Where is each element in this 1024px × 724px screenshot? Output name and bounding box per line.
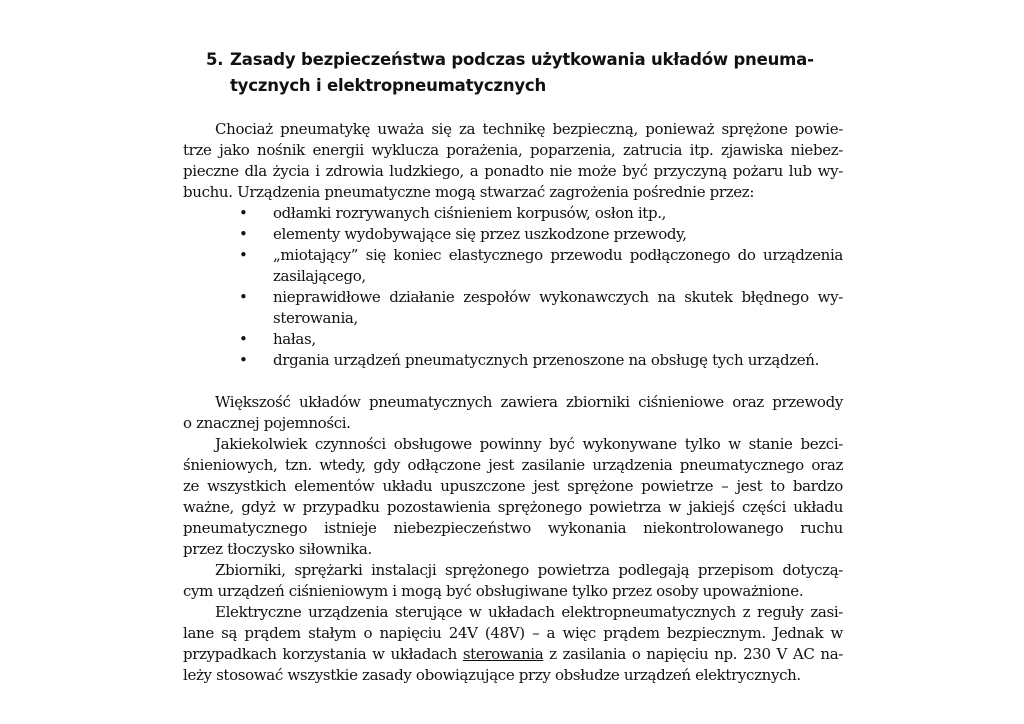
text-line: lane są prądem stałym o napięciu 24V (48V) – a więc prądem bezpiecznym. Jednak w bbox=[183, 624, 843, 642]
bullet-icon: • bbox=[239, 288, 248, 306]
text-segment: z zasilania o napięciu np. 230 V AC na- bbox=[543, 645, 844, 663]
underlined-word: sterowania bbox=[462, 645, 544, 663]
list-item-text: drgania urządzeń pneumatycznych przenoszone na obsługę tych urządzeń. bbox=[273, 351, 820, 369]
text-line: Większość układów pneumatycznych zawiera zbiorniki ciśnieniowe oraz przewody bbox=[215, 393, 843, 411]
text-line bbox=[183, 644, 843, 665]
section-number: 5. bbox=[206, 50, 224, 69]
bullet-icon: • bbox=[239, 330, 248, 348]
list-item bbox=[183, 224, 843, 245]
text-line: buchu. Urządzenia pneumatyczne mogą stwarzać zagrożenia pośrednie przez: bbox=[183, 183, 755, 201]
text-line: Zbiorniki, sprężarki instalacji sprężonego powietrza podlegają przepisom dotyczą- bbox=[215, 561, 843, 579]
list-item-text: hałas, bbox=[273, 330, 316, 348]
document-body bbox=[183, 119, 843, 686]
list-item-text: odłamki rozrywanych ciśnieniem korpusów, osłon itp., bbox=[273, 204, 667, 222]
list-item-continuation: sterowania, bbox=[273, 309, 358, 327]
hazard-list bbox=[183, 203, 843, 371]
bullet-icon: • bbox=[239, 246, 248, 264]
list-item bbox=[183, 350, 843, 371]
text-line: Elektryczne urządzenia sterujące w układach elektropneumatycznych z reguły zasi- bbox=[215, 603, 843, 621]
paragraph-2 bbox=[183, 392, 843, 434]
heading-text-1: Zasady bezpieczeństwa podczas użytkowania układów pneuma- bbox=[230, 50, 814, 69]
paragraph-3 bbox=[183, 434, 843, 560]
bullet-icon: • bbox=[239, 225, 248, 243]
paragraph-4 bbox=[183, 560, 843, 602]
paragraph-1 bbox=[183, 119, 843, 203]
text-line: ważne, gdyż w przypadku pozostawienia sprężonego powietrza w jakiejś części układu bbox=[183, 498, 843, 516]
text-line: trze jako nośnik energii wyklucza porażenia, poparzenia, zatrucia itp. zjawiska niebez- bbox=[183, 141, 843, 159]
text-segment: przypadkach korzystania w układach bbox=[183, 645, 463, 663]
text-line: Chociaż pneumatykę uważa się za technikę bezpieczną, ponieważ sprężone powie- bbox=[215, 120, 843, 138]
list-item bbox=[183, 245, 843, 266]
text-line: śnieniowych, tzn. wtedy, gdy odłączone jest zasilanie urządzenia pneumatycznego oraz bbox=[183, 456, 843, 474]
text-line: Jakiekolwiek czynności obsługowe powinny być wykonywane tylko w stanie bezci- bbox=[215, 435, 843, 453]
list-item-text: „miotający” się koniec elastycznego przewodu podłączonego do urządzenia bbox=[273, 246, 843, 264]
text-line: pieczne dla życia i zdrowia ludzkiego, a ponadto nie może być przyczyną pożaru lub wy- bbox=[183, 162, 843, 180]
paragraph-spacer bbox=[183, 371, 843, 392]
text-line: cym urządzeń ciśnieniowym i mogą być obsługiwane tylko przez osoby upoważnione. bbox=[183, 582, 804, 600]
list-item bbox=[183, 203, 843, 224]
heading-line-2: tycznych i elektropneumatycznych bbox=[230, 76, 547, 95]
paragraph-5 bbox=[183, 602, 843, 686]
list-item-text: nieprawidłowe działanie zespołów wykonawczych na skutek błędnego wy- bbox=[273, 288, 843, 306]
bullet-icon: • bbox=[239, 204, 248, 222]
bullet-icon: • bbox=[239, 351, 248, 369]
text-line: ze wszystkich elementów układu upuszczone jest sprężone powietrze – jest to bardzo bbox=[183, 477, 843, 495]
text-line: przez tłoczysko siłownika. bbox=[183, 540, 372, 558]
heading-line-1 bbox=[206, 47, 846, 73]
text-line: leży stosować wszystkie zasady obowiązujące przy obsłudze urządzeń elektrycznych. bbox=[183, 666, 801, 684]
list-item bbox=[183, 329, 843, 350]
section-heading bbox=[206, 47, 846, 99]
text-line: pneumatycznego istnieje niebezpieczeństwo wykonania niekontrolowanego ruchu bbox=[183, 519, 843, 537]
text-line: o znacznej pojemności. bbox=[183, 414, 351, 432]
list-item bbox=[183, 287, 843, 308]
list-item-text: elementy wydobywające się przez uszkodzone przewody, bbox=[273, 225, 687, 243]
list-item-continuation: zasilającego, bbox=[273, 267, 366, 285]
